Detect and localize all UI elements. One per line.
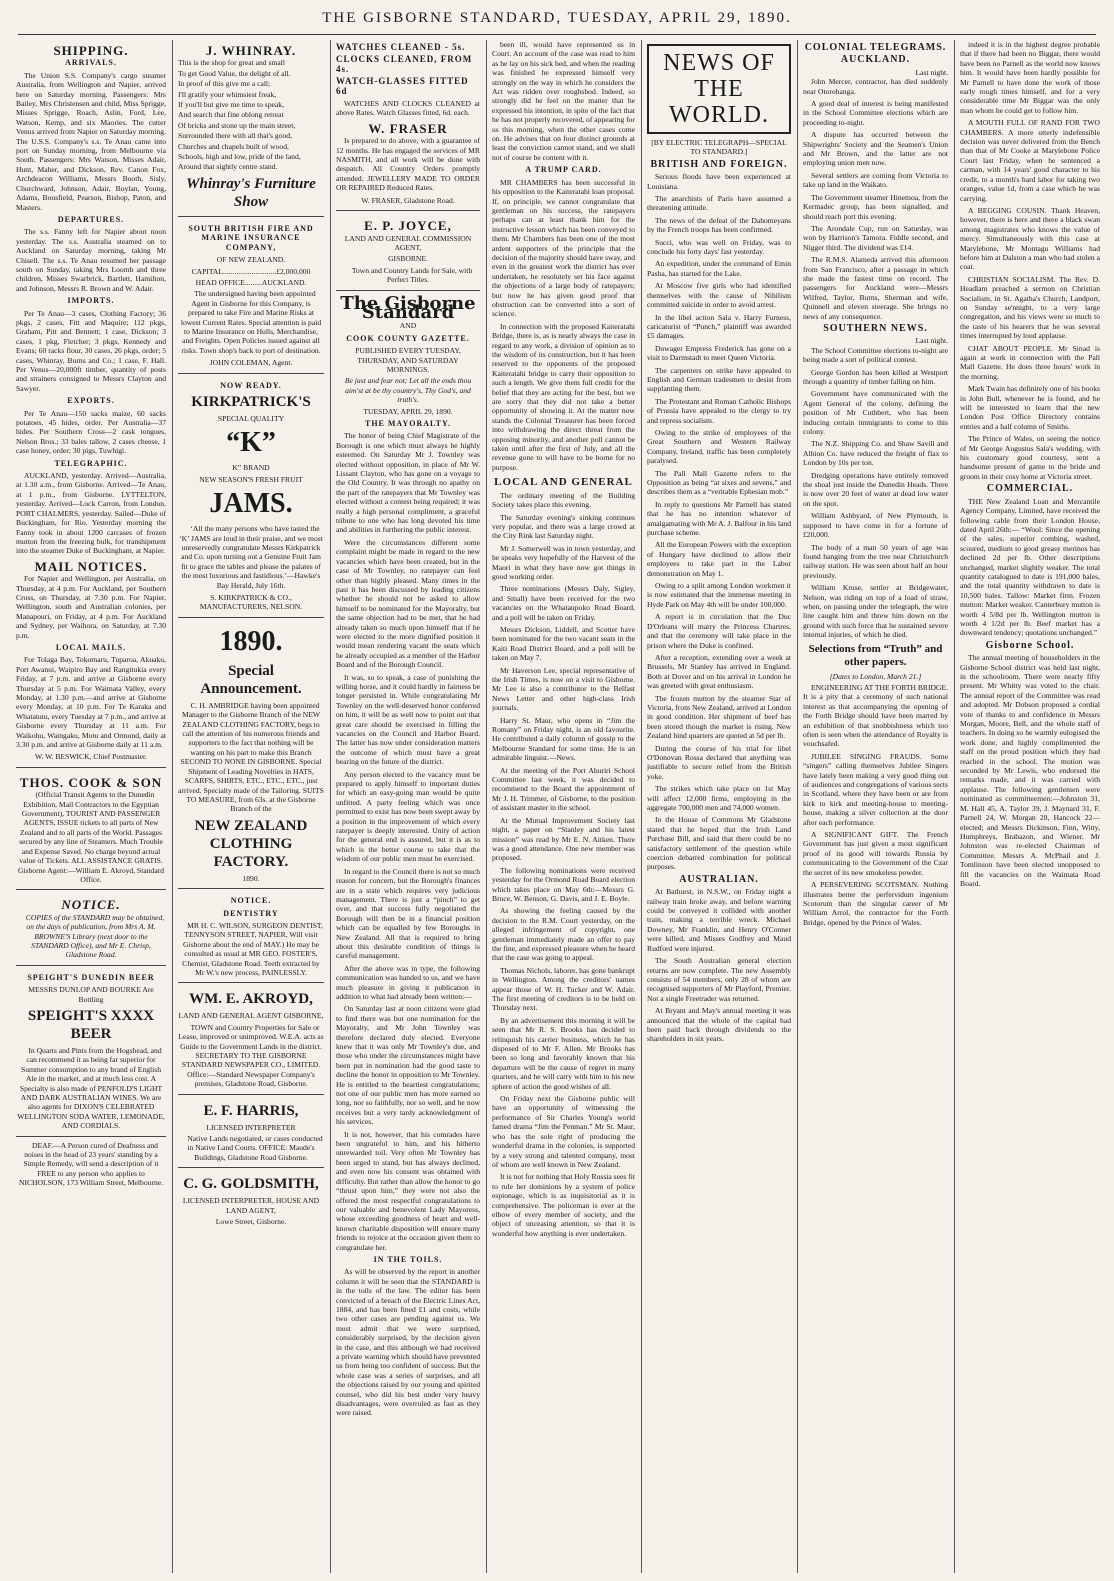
column-rule	[954, 40, 955, 1573]
imports-text: Per Te Anau—3 cases, Clothing Factory; 36 pkgs, 2 cases, Fitt and Maquire; 112 pkgs, Graham, Pitt and Bennett; 1 case, Dickson; 3 cases, 1 pkg, Fletcher; 3 pkgs, Kennedy and Evans; 60 racks flour, 30 cases, 26 pkgs, order; 5 cases, Whinray, Burns and Co.; 1 case, F. Hall. Per Venus—20,000ft timber, quantity of posts and strainers consigned to Messrs Clayton and Sawyer.	[16, 308, 166, 393]
truth-paragraph: A SIGNIFICANT GIFT. The French Government has just given a most significant proof of its good will towards Russia by communicating to the Government of the Czar the secret of its new smokeless powder.	[803, 830, 948, 877]
news-of-the-world-heading: NEWS OF THE WORLD.	[647, 44, 791, 134]
column-world-news	[647, 40, 791, 1573]
truth-paragraph: The Prince of Wales, on seeing the notice of Mr George Augustus Sala's wedding, with his customary good courtesy, sent a handsome present of game to the bride and groom in their cosy home at Victoria street.	[960, 434, 1100, 481]
mayoralty-paragraph: On Saturday last at noon citizens were glad to find there was but one nomination for the Mayoralty, and Mr John Townley was therefore declared duly elected. Everyone knew that it was only Mr Townley's due, and those who under the circumstances might have been put in nomination had the good taste to decline the honor in opposition to Mr Townley. He is entitled to the heartiest congratulations; not one of our public men has more earned so long, nor so faithfully, nor so well, and he now receives but a very tardy acknowledgment of his services.	[336, 1004, 480, 1127]
kirk-k-brand: “K”	[226, 427, 276, 459]
trump-article	[492, 178, 635, 473]
jams-heading: JAMS.	[209, 488, 293, 520]
poem-line: Of bricks and stone up the main street,	[178, 120, 296, 130]
gs-motto: Be just and fear not; Let all the ends thou aim'st at be thy country's, Thy God's, and truth's.	[344, 376, 472, 405]
kirk-text: ‘All the many persons who have tasted the ‘K’ JAMS are loud in their praise, and we most unreservedly congratulate Messrs Kirkpatrick and Co. upon turning out a Genuine Fruit Jam fit to grace the tables and please the palates of the most luxurious and fastidious.’—Hawke's Bay Herald, July 16th.	[179, 524, 323, 590]
truth-paragraph: ENGINEERING AT THE FORTH BRIDGE. It is a pity that a ceremony of such national interest as that accompanying the opening of the Forth Bridge should have been marred by an exhibition of that snobbishness which too often is seen when the attendance of Royalty is vouchsafed.	[803, 682, 948, 749]
news-item: A report is in circulation that the Duc D'Orleans will marry the Princess Chartres, and that the ceremony will take place in the prison where the Duke is confined.	[647, 612, 791, 650]
notice-text: COPIES of the STANDARD may be obtained, on the days of publication, from Mrs A. M. BROWNE'S Library (next door to the STANDARD Office), and Mr E. Chrisp, Gladstone Road.	[25, 912, 165, 960]
cook-heading: THOS. COOK & SON	[19, 774, 163, 790]
column-shipping	[16, 40, 166, 1573]
local-paragraph: On Friday next the Gisborne public will have an opportunity of witnessing the performance of Sir Charles Young's world famed drama “Jim the Penman.” Mr St. Maur, who has the sole right of producing the wonderful drama in the colonies, is supported by a very strong and talented company, most of whom are well known in New Zealand.	[492, 1094, 635, 1169]
auckland-heading: AUCKLAND.	[840, 54, 911, 66]
shipping-heading: SHIPPING.	[53, 43, 129, 58]
news-item: In the House of Commons Mr Gladstone stated that he hoped that the Irish Land Purchase Bill, and said that there could be no satisfactory settlement of the question while coercion debarred combination for political purposes.	[647, 815, 791, 872]
poem-line: Schools, high and low, pride of the land,	[178, 152, 301, 162]
truth-paragraph: A PERSEVERING SCOTSMAN. Nothing illustrates better the perfervidum ingenium Scotorum than the singular career of Mr William Arrol, the contractor for the Forth Bridge, opened by the Prince of Wales.	[803, 880, 948, 927]
mayoralty-paragraph: In regard to the Council there is not so much reason for concern, but the Borough's finances are in a state which requires very judicious management. There is just a “pinch” to get over, and that success fully negotiated the Borough will then be in a financial position which can be equalled by few Boroughs in New Zealand. All that is required to bring about this desirable condition of things is careful management.	[336, 866, 480, 961]
local-general-heading: LOCAL AND GENERAL	[494, 476, 633, 489]
kirk-brand-line: K” BRAND	[232, 463, 270, 473]
school-text: The annual meeting of householders in the Gisborne School district was held last night, in the schoolroom. There were nearly fifty present. Mr Whitty was voted to the chair. The annual report of the Committee was read and adopted. Mr Dobson proposed a cordial vote of thanks to and confidence in Messrs Morgan, Moore, Bell, and the whole staff of teachers. In doing so he warmly eulogised the work done, and highly complimented the staff on the proud position which they had reached in the school. The motion was seconded by Mr Lewis, who endorsed the remarks made, and it was carried with applause. The following gentlemen were nominated as committeemen:—Johnston 31, M. Hall 45, A. Taylor 39, J. Maynard 31, F. Parnell 24, W. Morgan 28, Hancock 22—elected; and Messrs Dickinson, Finn, Witty, Humphreys, Brabazon, and Wiener. Mr Johnston was re-elected Chairman of Committee. Messrs A. McPhail and J. Tomlinson have been elected unopposed to fill the vacancies on the Waimata Road Board.	[960, 653, 1100, 888]
telegram-item: George Gordon has been killed at Westport through a quantity of timber falling on him.	[803, 367, 948, 386]
masthead-rule	[18, 34, 1096, 35]
trump-paragraph: In connection with the proposed Kaiteratahi Bridge, there is, as is nearly always the case in regard to any work, a division of opinion as to the wisdom of its construction, but it has been reserved to the opponents of the proposed Kaiteratahi bridge to carry their opposition to such a length. We give them full credit for the belief that they are acting for the best, but we are sorry that they did not take a better opportunity of showing it. At the matter now stands the Colonial Treasurer has been forced into withdrawing the direct threat from the opposing minority, and another poll cannot be taken until after the first of July, and all the revenue gone to will have to be borne for no purpose.	[492, 321, 635, 472]
joyce-sub: LAND AND GENERAL COMMISSION AGENT,	[344, 233, 472, 252]
telegram-item: Dredging operations have entirely removed the shoal just inside the Dunedin Heads. There is now over 20 feet of water at dead low water on the spot.	[803, 470, 948, 508]
sbf-heading: SOUTH BRITISH FIRE AND MARINE INSURANCE COMPANY,	[188, 223, 314, 252]
mail-text: For Napier and Wellington, per Australia, on Thursday, at 4 p.m. For Auckland, per Southern Cross, on Thursday, at 7.30 p.m. For Napier, Wellington, south and Australian colonies, per Manapouri, on Friday, at 4 p.m. For Auckland and Sydney, per Waihora, on Saturday, at 7.30 p.m.	[16, 574, 166, 640]
imports-heading: IMPORTS.	[67, 296, 115, 306]
telegram-item: The Government steamer Hinemoa, from the Kermadec group, has been signalled, and should reach port this evening.	[803, 192, 948, 221]
wilson-text: MR H. C. WILSON, SURGEON DENTIST, TENNYSON STREET, NAPIER, Will visit Gisborne about the end of MAY.) He may be consulted as usual at MR GEO. FOSTER'S, Chemist, Gladstone Road. Teeth extracted by Mr W.'s new process, PAINLESSLY.	[182, 920, 323, 977]
whinray-poem	[178, 58, 324, 171]
local-paragraph: Harry St. Maur, who opens in “Jim the Romany” on Friday night, is an old favourite. He contributed a daily column of gossip to the Melbourne Standard for some time. He is an admirable linguist.—News.	[492, 715, 635, 763]
sbf-signature: JOHN COLEMAN, Agent.	[209, 358, 293, 368]
glasses-line: WATCH-GLASSES FITTED 6d	[336, 76, 469, 96]
local-general-article	[492, 491, 635, 1238]
colonial-telegrams-heading: COLONIAL TELEGRAMS.	[804, 42, 947, 53]
telegram-item: John Mercer, contractor, has died suddenly near Otorohanga.	[803, 77, 948, 96]
poem-line: This is the shop for great and small	[178, 58, 285, 68]
furniture-show-heading: Whinray's Furniture Show	[186, 175, 316, 210]
column-rule	[486, 40, 487, 1573]
departures-heading: DEPARTURES.	[57, 214, 125, 224]
news-item: Owing to a split among London workmen it is now estimated that the immense meeting in Hyde Park on May 4th will be under 100,000.	[647, 581, 791, 609]
australian-article	[647, 887, 791, 1044]
column-rule	[330, 40, 331, 1573]
akroyd-heading: WM. E. AKROYD,	[189, 991, 313, 1008]
truth-paragraph: CHRISTIAN SOCIALISM. The Rev. D. Headlam preached a sermon on Christian Socialism, in St. Agatha's Church, Landport, on Sunday se'nnight, to a very large congregation, and his views were so much to the taste of his hearers that he was several times interrupted by loud applause.	[960, 274, 1100, 341]
southern-dateline: Last night.	[915, 336, 948, 346]
speight-text: In Quarts and Pints from the Hogshead, and can recommend it as being far superior for Summer consumption to any brand of English Ale in the market, and at much less cost. A Specialty is also made of PENFOLD'S LIGHT AND DARK AUSTRALIAN WINES. We are also agents for DIXON'S CELEBRATED WELLINGTON SODA WATER, LEMONADE, AND CORDIALS.	[17, 1045, 165, 1131]
local-mails-heading: LOCAL MAILS.	[55, 642, 127, 652]
speight-heading: SPEIGHT'S DUNEDIN BEER	[27, 972, 155, 982]
truth-paragraph: A MOUTH FULL OF RAND FOR TWO CHAMBERS. A more utterly indefensible decision was never delivered from the Bench than that of Mr Cooke at Marylebone Police Court last Friday, when he sentenced a carman, with 14 years' good character to his credit, to a month's hard labor for taking two oranges, value 1d, from a case which he was carrying.	[960, 118, 1100, 203]
notice2-heading: NOTICE.	[230, 896, 272, 906]
speight-brand: SPEIGHT'S XXXX BEER	[27, 1007, 155, 1042]
mayoralty-paragraph: After the above was in type, the following communication was handed to us, and we have much pleasure in giving it publication in addition to what had already been written:—	[336, 963, 480, 1001]
column-editorial	[336, 40, 480, 1573]
column-rule	[172, 40, 173, 1573]
poem-line: In proof of this give me a call;	[178, 79, 271, 89]
toils-heading: IN THE TOILS.	[373, 1254, 443, 1264]
poem-line: I'll gratify your whimsiest freak,	[178, 89, 277, 99]
news-item: At Bathurst, in N.S.W., on Friday night a railway train broke away, and before warning could be conveyed it collided with another train, making a terrible wreck. Michael Downey, Mr Franklin, and Henry O'Conner were killed, and Misses Godfrey and Maud Rudford were injured.	[647, 887, 791, 953]
news-item: The Protestant and Roman Catholic Bishops of Prussia have appealed to the clergy to try and repress socialism.	[647, 396, 791, 425]
news-item: Owing to the strike of employees of the Great Southern and Western Railway Company, Ireland, traffic has been completely paralysed.	[647, 427, 791, 466]
sbf-office: HEAD OFFICE.........AUCKLAND.	[195, 277, 307, 287]
truth-continuation	[960, 40, 1100, 481]
trump-heading: A TRUMP CARD.	[525, 165, 602, 175]
arrivals-heading: ARRIVALS.	[65, 58, 117, 68]
telegram-item: William Ashbyard, of New Plymouth, is supposed to have come in for a fortune of £20,000.	[803, 511, 948, 540]
telegram-item: Government have communicated with the Agent General of the colony, defining the position of Mr Cuthbert, who has been inducing certain immigrants to come to this colony.	[803, 389, 948, 437]
telegram-item: The School Committee elections to-night are being made a sort of political contest.	[803, 345, 948, 365]
news-item: The Pall Mall Gazette refers to the Opposition as being “at sixes and sevens,” and describes them as a “veritable Ephesian mob.”	[647, 468, 791, 497]
notice-heading: NOTICE.	[61, 897, 121, 913]
local-paragraph: The following nominations were received yesterday for the Ormond Road Board election which takes place on May 6th:—Messrs G. Bruce, W. Benson, G. Davis, and J. E. Boyle.	[492, 865, 635, 903]
joyce-place: GISBORNE.	[388, 254, 428, 264]
akroyd-sub: LAND AND GENERAL AGENT GISBORNE,	[178, 1011, 324, 1021]
telegraphic-text: AUCKLAND, yesterday. Arrived—Australia, at 1.30 a.m., from Gisborne. Arrived—Te Anau, at 1 p.m., from Gisborne. LYTTELTON, yesterday. Arrived—Lock Carron, from London. PORT CHALMERS, yesterday. Sailed—Duke of Buckingham, for Rio. Yesterday morning the Fanny took in about 1200 carcases of frozen mutton from the freezing bulk, for transhipment into the steamer Duke of Buckingham, at Napier.	[16, 471, 166, 556]
local-paragraph: Thomas Nichols, laborer, has gone bankrupt in Wellington. Among the creditors' names appear those of W. H. Tucker and W. Adair. The first meeting of creditors is to be held on Thursday next.	[492, 965, 635, 1013]
mayoralty-paragraph: Were the circumstances different some complaint might be made in regard to the new vacancies which have been created, but in the case of Mr Townley, no ratepayer can feel other than highly pleased. Many times in the past it has been discussed by leading citizens whether he should not be asked to allow himself to be nominated for the Mayoralty, but the same objection had to be met, that he had already taken so much upon himself that if he were elected to the more dignified position it would mean rendering vacant the seats which he already occupied as a member of the Harbor Board and of the Borough Council.	[336, 537, 480, 670]
news-item: After a reception, extending over a week at Brussels, Mr Stanley has arrived in England. Both at Dover and on his arrival in London he was greeted with great enthusiasm.	[647, 652, 791, 691]
commercial-heading: COMMERCIAL.	[986, 483, 1074, 495]
harris-text: Native Lands negotiated, or cases conducted in Native Land Courts. OFFICE: Maude's Buildings, Gladstone Road Gisborne.	[187, 1134, 323, 1162]
cook-text: (Official Transit Agents to the Dunedin Exhibition, Mail Contractors to the Egyptian Government), TOURIST AND PASSENGER AGENTS, ISSUE tickets to all parts of New Zealand and to all parts of the World. Passages secured by any line of Steamers. Much Trouble and Expense Saved. No charge beyond actual value of Tickets. ALL ASSISTANCE GRATIS. Gisborne Agent:—William E. Akroyd, Standard Office.	[17, 790, 165, 884]
postmaster-signature: W. W. BESWICK, Chief Postmaster.	[35, 752, 147, 762]
fraser-text: Is prepared to do above, with a guarantee of 12 months. He has engaged the services of MR NASMITH, and all work will be done with despatch. All Country Orders promptly attended. JEWELLERY MADE TO ORDER OR REPAIRED Reduced Rates.	[336, 136, 480, 193]
column-local	[492, 40, 635, 1573]
poem-line: Around that sightly centre stand.	[178, 162, 278, 172]
joyce-heading: E. P. JOYCE,	[364, 218, 452, 234]
local-paragraph: At the meeting of the Port Ahuriri School Committee last week, it was decided to recommend to the Board the appointment of Mr J. H. Trimmer, of Gisborne, to the position of assistant master in the school.	[492, 765, 635, 813]
nzcf-year: 1890.	[242, 873, 260, 883]
fraser-heading: W. FRASER	[368, 120, 448, 136]
news-item: The strikes which take place on 1st May will affect 12,000 firms, employing in the aggregate 700,000 men and 74,000 women.	[647, 784, 791, 812]
akroyd-text: TOWN and Country Properties for Sale or Lease, improved or unimproved. W.E.A. acts as Guide to the Government Lands in the district. SECRETARY TO THE GISBORNE STANDARD NEWSPAPER CO., LIMITED. Office:—Standard Newspaper Company's premises, Gladstone Road, Gisborne.	[178, 1022, 324, 1089]
telegram-item: Several settlers are coming from Victoria to take up land in the Waikato.	[803, 170, 948, 190]
arrivals-text: The Union S.S. Company's cargo steamer Australia, from Wellington and Napier, arrived here on Saturday morning. Passengers: Mrs Bailey, Mrs Christensen and child, Miss Sprigge, Misses Sprigge, Roach, Aslin, Ford, Lee, Watson, Kemp, and six Maories. The cutter Venus arrived from Napier on Saturday morning. The U.S.S. Company's s.s. Te Anau came into port on Sunday morning, from Melbourne via South. Passengers: Mrs Watson, Misses Adair, Hunt, Maher, and Dickson, Rev. Canon Fox, Archdeacon Williams, Messrs Booth, Sisly, Churchward, Johnson, Adair, Boylan, Young, Adams, Bousfield, Pearson, Bishop, Paton, and Masters.	[16, 70, 166, 212]
gisborne-school-heading: Gisborne School.	[985, 639, 1075, 651]
southern-article	[803, 346, 948, 640]
local-paragraph: The Saturday evening's sinking continues very popular, and there was a large crowd at the City Rink last Saturday night.	[492, 512, 635, 541]
telegram-item: A good deal of interest is being manifested in the School Committee elections which are proceeding to-night.	[803, 99, 948, 127]
dentistry-heading: DENTISTRY	[223, 908, 279, 918]
telegram-item: The R.M.S. Alameda arrived this afternoon from San Francisco, after a passage in which she made the fastest time on record. The passengers for Auckland were—Messrs Wilfred, Taylor, Burns, Sherman and wife, Quinnell and eleven steerage. She brings no news of any consequence.	[803, 255, 948, 321]
truth-article	[803, 683, 948, 927]
clocks-line: CLOCKS CLEANED, FROM 4s.	[336, 54, 473, 74]
truth-date: [Dates to London, March 21.]	[829, 671, 922, 681]
mayoralty-article	[336, 431, 480, 1252]
special-announcement: Special Announcement.	[200, 662, 302, 697]
toils-text: As will be observed by the report in another column it will be seen that the STANDARD is in the toils of the law. The editor has been convicted of a breach of the Electric Lines Act, 1884, and has been fined £1 and costs, while two other cases are pending against us. We must admit that we were surprised, considerably surprised, by the decision given in the case, and this although we had received a private warning which should have prevented us from being too confident of success. But the whole case was a series of surprises, and all the objections raised by our young and spirited counsel, who did his best under very heavy disadvantages, were overruled as fast as they were raised.	[336, 1267, 480, 1418]
telegraphic-heading: TELEGRAPHIC.	[54, 458, 128, 468]
truth-paragraph: CHAT ABOUT PEOPLE. Mr Sinad is again at work in connection with the Pall Mall Gazette. He does three hours' work in the morning.	[960, 343, 1100, 381]
mayoralty-paragraph: It was, so to speak, a case of punishing the willing horse, and it could hardly in fairness be longer persisted in. While congratulating Mr Townley on the well-deserved honor conferred on him, it will be as well now to point out that great care should be exercised in filling the vacancies on the Council and Harbor Board. The latter has now under consideration matters the outcome of which must have a great bearing on the future of the district.	[336, 672, 480, 767]
local-paragraph: It is not for nothing that Holy Russia sees fit to rule her dominions by a system of police espionage, which is as inquisitorial as it is comprehensive. The policeman is ever at the elbow of every member of society, and the object of unceasing attention, so that it is wonderful how anything is ever undertaken.	[492, 1172, 635, 1238]
news-item: The South Australian general election returns are now complete. The new Assembly consists of 54 members, only 28 of whom are recognised supporters of Mr Playford, Premier. Not a single Freetrader was returned.	[647, 956, 791, 1003]
toils-continuation: been ill, would have represented us in Court. An account of the case was read to him as he lay on his sick bed, and when the reading was finished he expressed himself very strongly on the way in which he considers the Act was ridden over roughshod. Indeed, so strongly did he feel on the matter that he expressed his intention, in spite of the fact that he has not properly recovered, of appearing for us this morning, when the other cases come on. He advises that on four distinct grounds at least the conviction cannot stand, and we shall not of course be content with it.	[492, 40, 635, 162]
now-ready: NOW READY.	[220, 380, 282, 390]
telegram-item: The N.Z. Shipping Co. and Shaw Savill and Albion Co. have reduced the freight of flax to London by 10s per ton.	[803, 439, 948, 468]
local-mails-text: For Tolaga Bay, Tokomaru, Tuparoa, Akuaku, Port Awanui, Waipiro Bay and Rangitukia every Friday, at 7 p.m. and arrive at Gisborne every Thursday at 5 p.m. For Waimata Valley, every Monday, at 1.30 p.m.—and arrive at Gisborne every Monday, at 10 p.m. For Te Karaka and Whatatutu, every Tuesday at 7 p.m., and arrive at Gisborne every Thursday at 11 a.m. For Waikohu, Waingaku, Motu and Ormond, daily at 3.30 p.m. and arrive at Gisborne daily at 11 a.m.	[16, 655, 166, 750]
masthead: THE GISBORNE STANDARD, TUESDAY, APRIL 29, 1890.	[322, 10, 792, 26]
news-item: In the libel action Sala v. Harry Furness, caricaturist of “Punch,” plaintiff was awarded £5 damages.	[647, 312, 791, 341]
mayoralty-heading: THE MAYORALTY.	[364, 419, 452, 428]
news-item: Succi, who was well on Friday, was to conclude his forty days' fast yesterday.	[647, 237, 791, 257]
news-item: The frozen mutton by the steamer Star of Victoria, from New Zealand, arrived at London in good condition. Her shipment of beef has been stored though the market is rising. New Zealand hind quarters are quoted at 5d per lb.	[647, 693, 791, 741]
mayoralty-paragraph: The honor of being Chief Magistrate of the Borough is one which must always be highly esteemed. On Saturday Mr J. Townley was elected without opposition, in place of Mr W. Lissant Clayton, who has gone on a voyage to the Old Country. It was through no apathy on the part of the ratepayers that Mr Townley was elected without a contest being required; it was really a high personal compliment, a graceful tribute to one who has long devoted his time and abilities in furthering the public interest.	[336, 431, 480, 535]
news-item: In reply to questions Mr Parnell has stated that he has no intention whatever of amalgamating with Mr A. J. Balfour in his land purchase scheme.	[647, 499, 791, 538]
column-colonial	[803, 40, 948, 1573]
news-item: The carpenters on strike have appealed to English and German tradesmen to desist from supplanting them.	[647, 365, 791, 394]
british-foreign-heading: BRITISH AND FOREIGN.	[650, 158, 788, 170]
kirk-special: SPECIAL QUALITY	[217, 413, 285, 423]
local-paragraph: The ordinary meeting of the Building Society takes place this evening.	[492, 490, 635, 510]
goldsmith-heading: C. G. GOLDSMITH,	[183, 1176, 319, 1193]
deaf-text: DEAF.—A Person cured of Deafness and noises in the head of 23 years' standing by a Simple Remedy, will send a description of it FREE to any person who applies to NICHOLSON, 173 William Street, Melbourne.	[18, 1140, 164, 1188]
exports-heading: EXPORTS.	[67, 396, 115, 406]
truth-paragraph: A BEGGING COUSIN. Thank Heaven, however, there is here and there a black swan among magistrates who knows the value of mercy. Simultaneously with this case at Marylebone, Mr Montagu Williams had before him at Dalston a man who had stolen a coat.	[960, 205, 1100, 272]
truth-paragraph: JUBILEE SINGING FRAUDS. Some “singers” calling themselves Jubilee Singers have lately been making a very good thing out of audiences and congregations of various sects in Scotland, where they have been or are from kirk to kirk and meeting-house to meeting-house, making a silver collection at the door after each performance.	[803, 751, 948, 827]
nz-clothing-factory: NEW ZEALAND CLOTHING FACTORY.	[194, 817, 308, 870]
news-item: At Moscow five girls who had identified themselves with the cause of Nihilism committed suicide in order to avoid arrest.	[647, 281, 791, 310]
australian-heading: AUSTRALIAN.	[679, 873, 759, 885]
telegram-item: The Arondale Cup, run on Saturday, was won by Harrison's Tamora. Fiddle second, and Nigger third. The dividend was £14.	[803, 223, 948, 252]
watches-line: WATCHES CLEANED - 5s.	[336, 42, 466, 52]
harris-heading: E. F. HARRIS,	[203, 1102, 299, 1119]
mail-notices-heading: MAIL NOTICES.	[34, 558, 148, 574]
truth-heading: Selections from “Truth” and other papers.	[808, 642, 943, 668]
year-heading: 1890.	[219, 625, 283, 657]
kirk-company: S. KIRKPATRICK & CO., MANUFACTURERS, NELSON.	[199, 593, 303, 612]
news-item: All the European Powers with the exception of Hungary have declined to allow their employees to take part in the Labor demonstration on May 1.	[647, 540, 791, 578]
trump-paragraph: MR CHAMBERS has been successful in his opposition to the Kaiteratahi loan proposal. If, on principle, we cannot congratulate that gentleman on his success, the ratepayers perhaps can at least thank him for the instructive lesson which has been conveyed to them. Mr Chambers has been one of the most ardent supporters of the principle that the decision of the majority should have sway, and even in the greatest work the district has ever undertaken, he resolutely set his face against the objections of a large body of ratepayers; but now he has given good proof that obstruction can be converted into a sort of science.	[492, 177, 635, 319]
column-rule	[641, 40, 642, 1573]
column-commercial	[960, 40, 1100, 1573]
poem-line: To get Good Value, the delight of all.	[178, 68, 291, 78]
local-paragraph: Three nominations (Messrs Daly, Sigley, and Small) have been received for the two vacancies on the Whataupoko Road Board, and a poll will be taken on Friday.	[492, 584, 635, 622]
kirkpatrick-heading: KIRKPATRICK'S	[191, 393, 311, 410]
truth-paragraph: Mark Twain has definitely one of his books in John Bull, whenever he is found, and he will be interested to learn that the new London Post Office Directory contains entries and a half column of Smiths.	[960, 384, 1100, 431]
departures-text: The s.s. Fanny left for Napier about noon yesterday. The s.s. Australia steamed on to Auckland on Saturday morning, taking Mr Chisell. The s.s. Te Anau resumed her passage south on Sunday, taking Mrs Loomb and three children, Misses Swarbrick, Bartlett, Hamilton, and Johnson, Messrs R. Brown and W. Adair.	[16, 227, 166, 293]
local-paragraph: At the Mutual Improvement Society last night, a paper on “Stanley and his latest mission” was read by Mr E. N. Aitken. There was a good attendance. One new member was proposed.	[492, 815, 635, 863]
local-paragraph: Mr Haverson Lee, special representative of the Irish Times, is now on a visit to Gisborne. Mr Lee is also a contributor to the Belfast News Letter and other high-class Irish journals.	[492, 665, 635, 713]
speight-sub: MESSRS DUNLOP AND BOURKE Are Bottling	[28, 985, 154, 1004]
exports-text: Per Te Anau—150 sacks maize, 60 sacks potatoes, 45 hides, order. Per Australia—37 hides. Per Southern Cross—2 cask tongues, Nelson Bros.; 33 bales tallow, 2 cases cheese, 1 case honey, order; 30 pigs, Tuwhigi.	[16, 408, 166, 456]
auckland-dateline: Last night.	[915, 67, 948, 77]
news-item: An expedition, under the command of Emin Pasha, has started for the Lake.	[647, 259, 791, 278]
sbf-sub: OF NEW ZEALAND.	[216, 255, 286, 265]
news-item: The news of the defeat of the Dahomeyans by the French troops has been confirmed.	[647, 215, 791, 235]
auckland-article	[803, 77, 948, 321]
telegram-item: William Kruse, settler at Bridgewater, Nelson, was riding on top of a load of straw, when, on passing under the telegraph, the wire line caught him and threw him down on the ground with such force that he sustained severe internal injuries, of which he died.	[803, 583, 948, 640]
local-paragraph: By an advertisement this morning it will be seen that Mr R. S. Brooks has decided to relinquish his carrier business, which he has disposed of to Mr F. Allen. Mr Brooks has been so long and favorably known that his departure will be the cause of regret in many quarters, and he will carry with him to his new sphere of action the good wishes of all.	[492, 1015, 635, 1091]
telegram-item: A dispute has occurred between the Shipwrights' Society and the Seamen's Union and Mr Brown, and the latter are not employing union men now.	[803, 130, 948, 168]
news-item: Dowager Empress Frederick has gone on a visit to Darmstadt to meet Queen Victoria.	[647, 343, 791, 363]
gs-and: AND	[399, 321, 417, 331]
commercial-text: THE New Zealand Loan and Mercantile Agency Company, Limited, have received the following cable from their London House, dated April 26th:— “Wool: Since the opening of the sales, superior combing, washed, scoured, medium to good greasy merinos has declined 2d per lb. Other descriptions unchanged, market slightly weaker. The total quantity catalogued to date is 191,000 bales, and the total quantity withdrawn to date is 10,500 bales. Tallow: Market firm. Frozen mutton: Market weaker. Canterbury mutton is worth 4 5/8d per lb. Wellington mutton is worth 4 1/2d per lb. Beef market has a downward tendency; quotations unchanged.”	[960, 496, 1100, 638]
mayoralty-paragraph: Any person elected to the vacancy must be prepared to apply himself to important duties for which an easy-going man would be quite unfitted. A party feeling which was once permitted to exist has now been swept away by a position in the improvement of which every ratepayer is deeply interested. Unity of action for the general end is assured, but it is as to which is the better course to take that the wisdom of our public men must be exercised.	[336, 769, 480, 864]
news-credit: [BY ELECTRIC TELEGRAPH—SPECIAL TO STANDARD.]	[651, 138, 787, 157]
whinray-heading: J. WHINRAY.	[205, 43, 297, 58]
truth-paragraph: indeed it is in the highest degree probable that if there had been no Biggar, there would have been no Parnell as the world now knows him. It would have been hardly possible for Mr Parnell to have done the work of those early rough times himself, and for a very considerable time Mr Biggar was the only man whom he could get to follow him.	[960, 40, 1100, 115]
sbf-capital: CAPITAL............................£2,000,000	[191, 266, 311, 276]
news-item: The anarchists of Paris have assumed a threatening attitude.	[647, 194, 791, 213]
british-foreign-article	[647, 172, 791, 872]
joyce-text: Town and Country Lands for Sale, with Perfect Titles.	[351, 265, 473, 285]
poem-line: Surrounded there with all that's good,	[178, 131, 292, 141]
telegram-item: The body of a man 50 years of age was found hanging from the tree near Christchurch railway station. He was seen about half an hour previously.	[803, 542, 948, 580]
gs-subtitle: COOK COUNTY GAZETTE.	[346, 333, 470, 343]
kirk-season: NEW SEASON'S FRESH FRUIT	[199, 474, 303, 484]
news-item: During the course of his trial for libel O'Donovan Rossa declared that anything was justifiable to secure relief from the British yoke.	[647, 743, 791, 781]
local-paragraph: As showing the feeling caused by the decision to the R.M. Court yesterday, on the alleged infringement of copyright, one gentleman immediately made an offer to pay the fine, and expressed pleasure when he heard that the case was going to appeal.	[492, 906, 635, 963]
goldsmith-sub: LICENSED INTERPRETER, HOUSE AND LAND AGENT,	[182, 1196, 320, 1215]
goldsmith-text: Lowe Street, Gisborne.	[215, 1217, 287, 1227]
ambridge-text: C. H. AMBRIDGE having been appointed Manager to the Gisborne Branch of the NEW ZEALAND CLOTHING FACTORY, begs to call the attention of his numerous friends and supporters to the fact that nothing will be wanting on his part to make this Branch SECOND TO NONE IN GISBORNE. Special Shipment of Leading Novelties in HATS, SCARFS, SHIRTS, ETC., ETC., ETC., just arrived. Specialty made of the Tailoring. SUITS TO MEASURE, from 63s. at the Gisborne Branch of the	[178, 700, 324, 814]
gs-publication: PUBLISHED EVERY TUESDAY, THURSDAY, AND SATURDAY MORNINGS.	[355, 346, 461, 374]
mayoralty-paragraph: It is not, however, that his comrades have been ungrateful to him, and his hitherto unrewarded toil. Very often Mr Townley has been urged to stand, but has always declined, and even now his consent was obtained with difficulty. But rather than allow the honor to go “thrust upon him,” they were not also the offered the most respectful congratulations to our valuable and benevolent Lady Mayoress, whose exceeding goodness of heart and well-known charitable disposition will ensure many friends to rejoice at the occasion given them to congratulate her.	[336, 1129, 480, 1252]
fraser-address: W. FRASER, Gladstone Road.	[361, 195, 455, 205]
gs-date: TUESDAY, APRIL 29, 1890.	[363, 406, 453, 416]
gisborne-standard-title: The Gisborne Standard	[340, 292, 476, 323]
news-item: At Bryant and May's annual meeting it was announced that the whole of the capital had been paid back through dividends to the shareholders in six years.	[647, 1006, 791, 1044]
watches-text: WATCHES AND CLOCKS CLEANED at above Rates. Watch Glasses fitted, 6d. each.	[336, 99, 480, 118]
poem-line: And search that fine oblong retreat	[178, 110, 284, 120]
poem-line: If you'll but give me time to speak,	[178, 100, 284, 110]
column-rule	[797, 40, 798, 1573]
column-advertisements	[178, 40, 324, 1573]
local-paragraph: Messrs Dickson, Liddell, and Scotter have been nominated for the two vacant seats in the Kaiti Road District Board, and a poll will be taken on May 7.	[492, 624, 635, 663]
southern-news-heading: SOUTHERN NEWS.	[823, 322, 928, 334]
sbf-text: The undersigned having been appointed Agent in Gisborne for this Company, is prepared to take Fire and Marine Risks at lowest Current Rates. Special attention is paid to Marine Insurance on Hulls, Merchandise, and Freights. Open Policies issued against all risks. Town shop's back to port of destination.	[180, 289, 322, 355]
news-item: Serious floods have been experienced at Louisiana.	[647, 172, 791, 191]
harris-sub: LICENSED INTERPRETER	[206, 1122, 296, 1132]
local-paragraph: Mr J. Somerwell was in town yesterday, and he speaks very hopefully of the Harvest of the Maori in what they have now got things in good working order.	[492, 543, 635, 581]
poem-line: Churches and chapels built of wood,	[178, 141, 289, 151]
